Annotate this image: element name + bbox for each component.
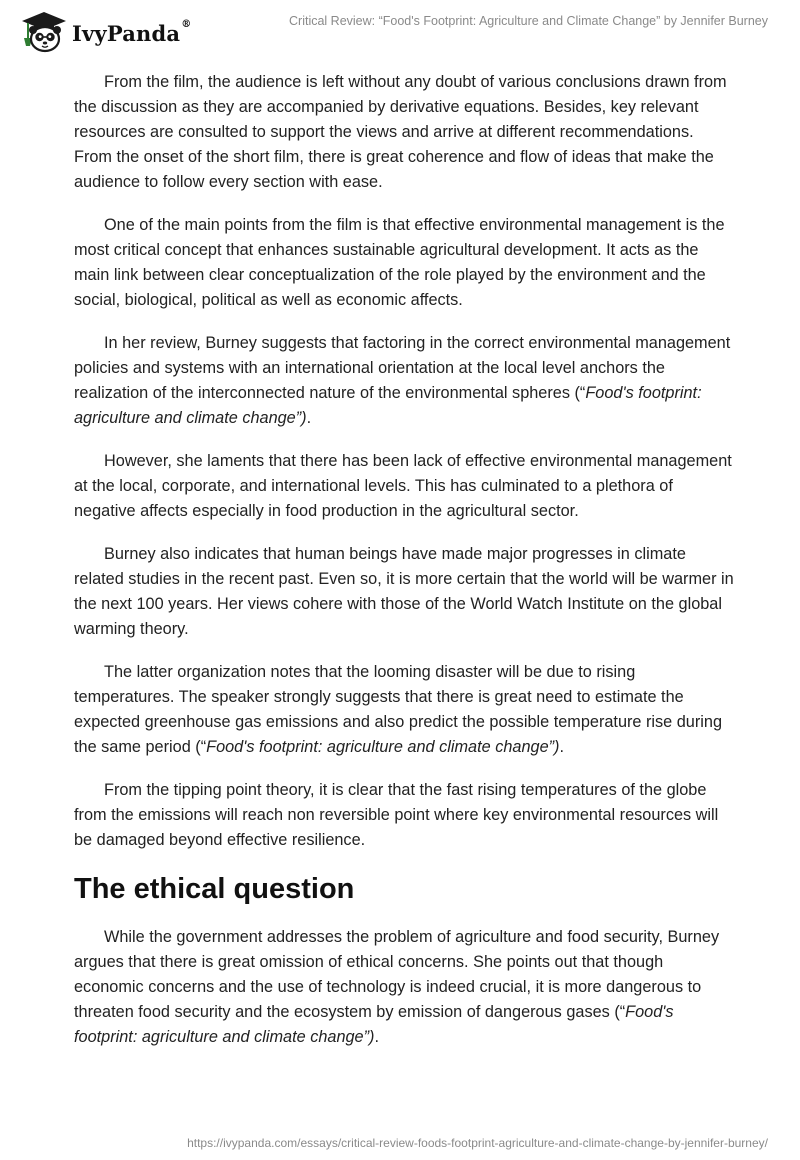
- body-paragraph: [74, 70, 734, 195]
- citation-open: (“: [574, 384, 586, 402]
- page-header: [0, 0, 800, 70]
- paragraph-text: From the film, the audience is left without any doubt of various conclusions drawn from the discussion as they are accompanied by derivative equations. Besides, key relevant resources are consulted to support the views and arrive at different recommendations. From the onset of the short film, there is great coherence and flow of ideas that make the audience to follow every section with ease.: [74, 73, 727, 191]
- paragraphs-after-heading: [74, 925, 734, 1050]
- brand-name: IvyPanda®: [72, 18, 192, 46]
- body-paragraph: [74, 660, 734, 760]
- paragraph-text: However, she laments that there has been lack of effective environmental management at the local, corporate, and international levels. This has culminated to a plethora of negative affects especially in food production in the agricultural sector.: [74, 452, 732, 520]
- paragraph-text: While the government addresses the problem of agriculture and food security, Burney argues that there is great omission of ethical concerns. She points out that though economic concerns and the use of technology is indeed crucial, it is more dangerous to threaten food security and the ecosystem by emission of dangerous gases: [74, 928, 720, 1021]
- paragraph-text: In her review, Burney suggests that factoring in the correct environmental management policies and systems with an international orientation at the local level anchors the realization of the interconnected nature of the environmental spheres: [74, 334, 731, 402]
- body-paragraph: [74, 449, 734, 524]
- citation-close: .: [306, 409, 312, 427]
- body-paragraph: [74, 542, 734, 642]
- section-heading: The ethical question: [74, 873, 355, 905]
- brand-logo[interactable]: [14, 8, 191, 54]
- paragraph-text: One of the main points from the film is that effective environmental management is the most critical concept that enhances sustainable agricultural development. It acts as the main link between clear conceptualization of the role played by the environment and the social, biological, political as well as economic affects.: [74, 216, 725, 309]
- citation-title: Food's footprint: agriculture and climate change”): [74, 1003, 674, 1046]
- citation-close: .: [374, 1028, 379, 1046]
- citation-open: (“: [195, 738, 207, 756]
- citation-title: Food's footprint: agriculture and climate change”): [74, 384, 702, 427]
- body-paragraph: [74, 213, 734, 313]
- source-url[interactable]: https://ivypanda.com/essays/critical-review-foods-footprint-agriculture-and-climate-change-by-jennifer-burney/: [187, 1136, 768, 1150]
- citation-open: (“: [614, 1003, 626, 1021]
- paragraph-text: From the tipping point theory, it is clear that the fast rising temperatures of the globe from the emissions will reach non reversible point where key environmental resources will be damaged beyond effective resilience.: [74, 781, 719, 849]
- paragraph-text: The latter organization notes that the looming disaster will be due to rising temperatures. The speaker strongly suggests that there is great need to estimate the expected greenhouse gas emissions and also predict the possible temperature rise during the same period: [74, 663, 723, 756]
- paragraph-text: Burney also indicates that human beings have made major progresses in climate related studies in the recent past. Even so, it is more certain that the world will be warmer in the next 100 years. Her views cohere with those of the World Watch Institute on the global warming theory.: [74, 545, 734, 638]
- body-paragraph: [74, 331, 734, 431]
- body-paragraph: [74, 925, 734, 1050]
- body-paragraph: [74, 778, 734, 853]
- paragraphs-before-heading: [74, 70, 734, 853]
- running-title: Critical Review: “Food's Footprint: Agriculture and Climate Change” by Jennifer Burney: [289, 14, 768, 28]
- citation-title: Food's footprint: agriculture and climate change”): [206, 738, 560, 756]
- panda-graduate-icon: [14, 8, 70, 54]
- essay-body: [74, 70, 734, 1068]
- citation-close: .: [559, 738, 564, 756]
